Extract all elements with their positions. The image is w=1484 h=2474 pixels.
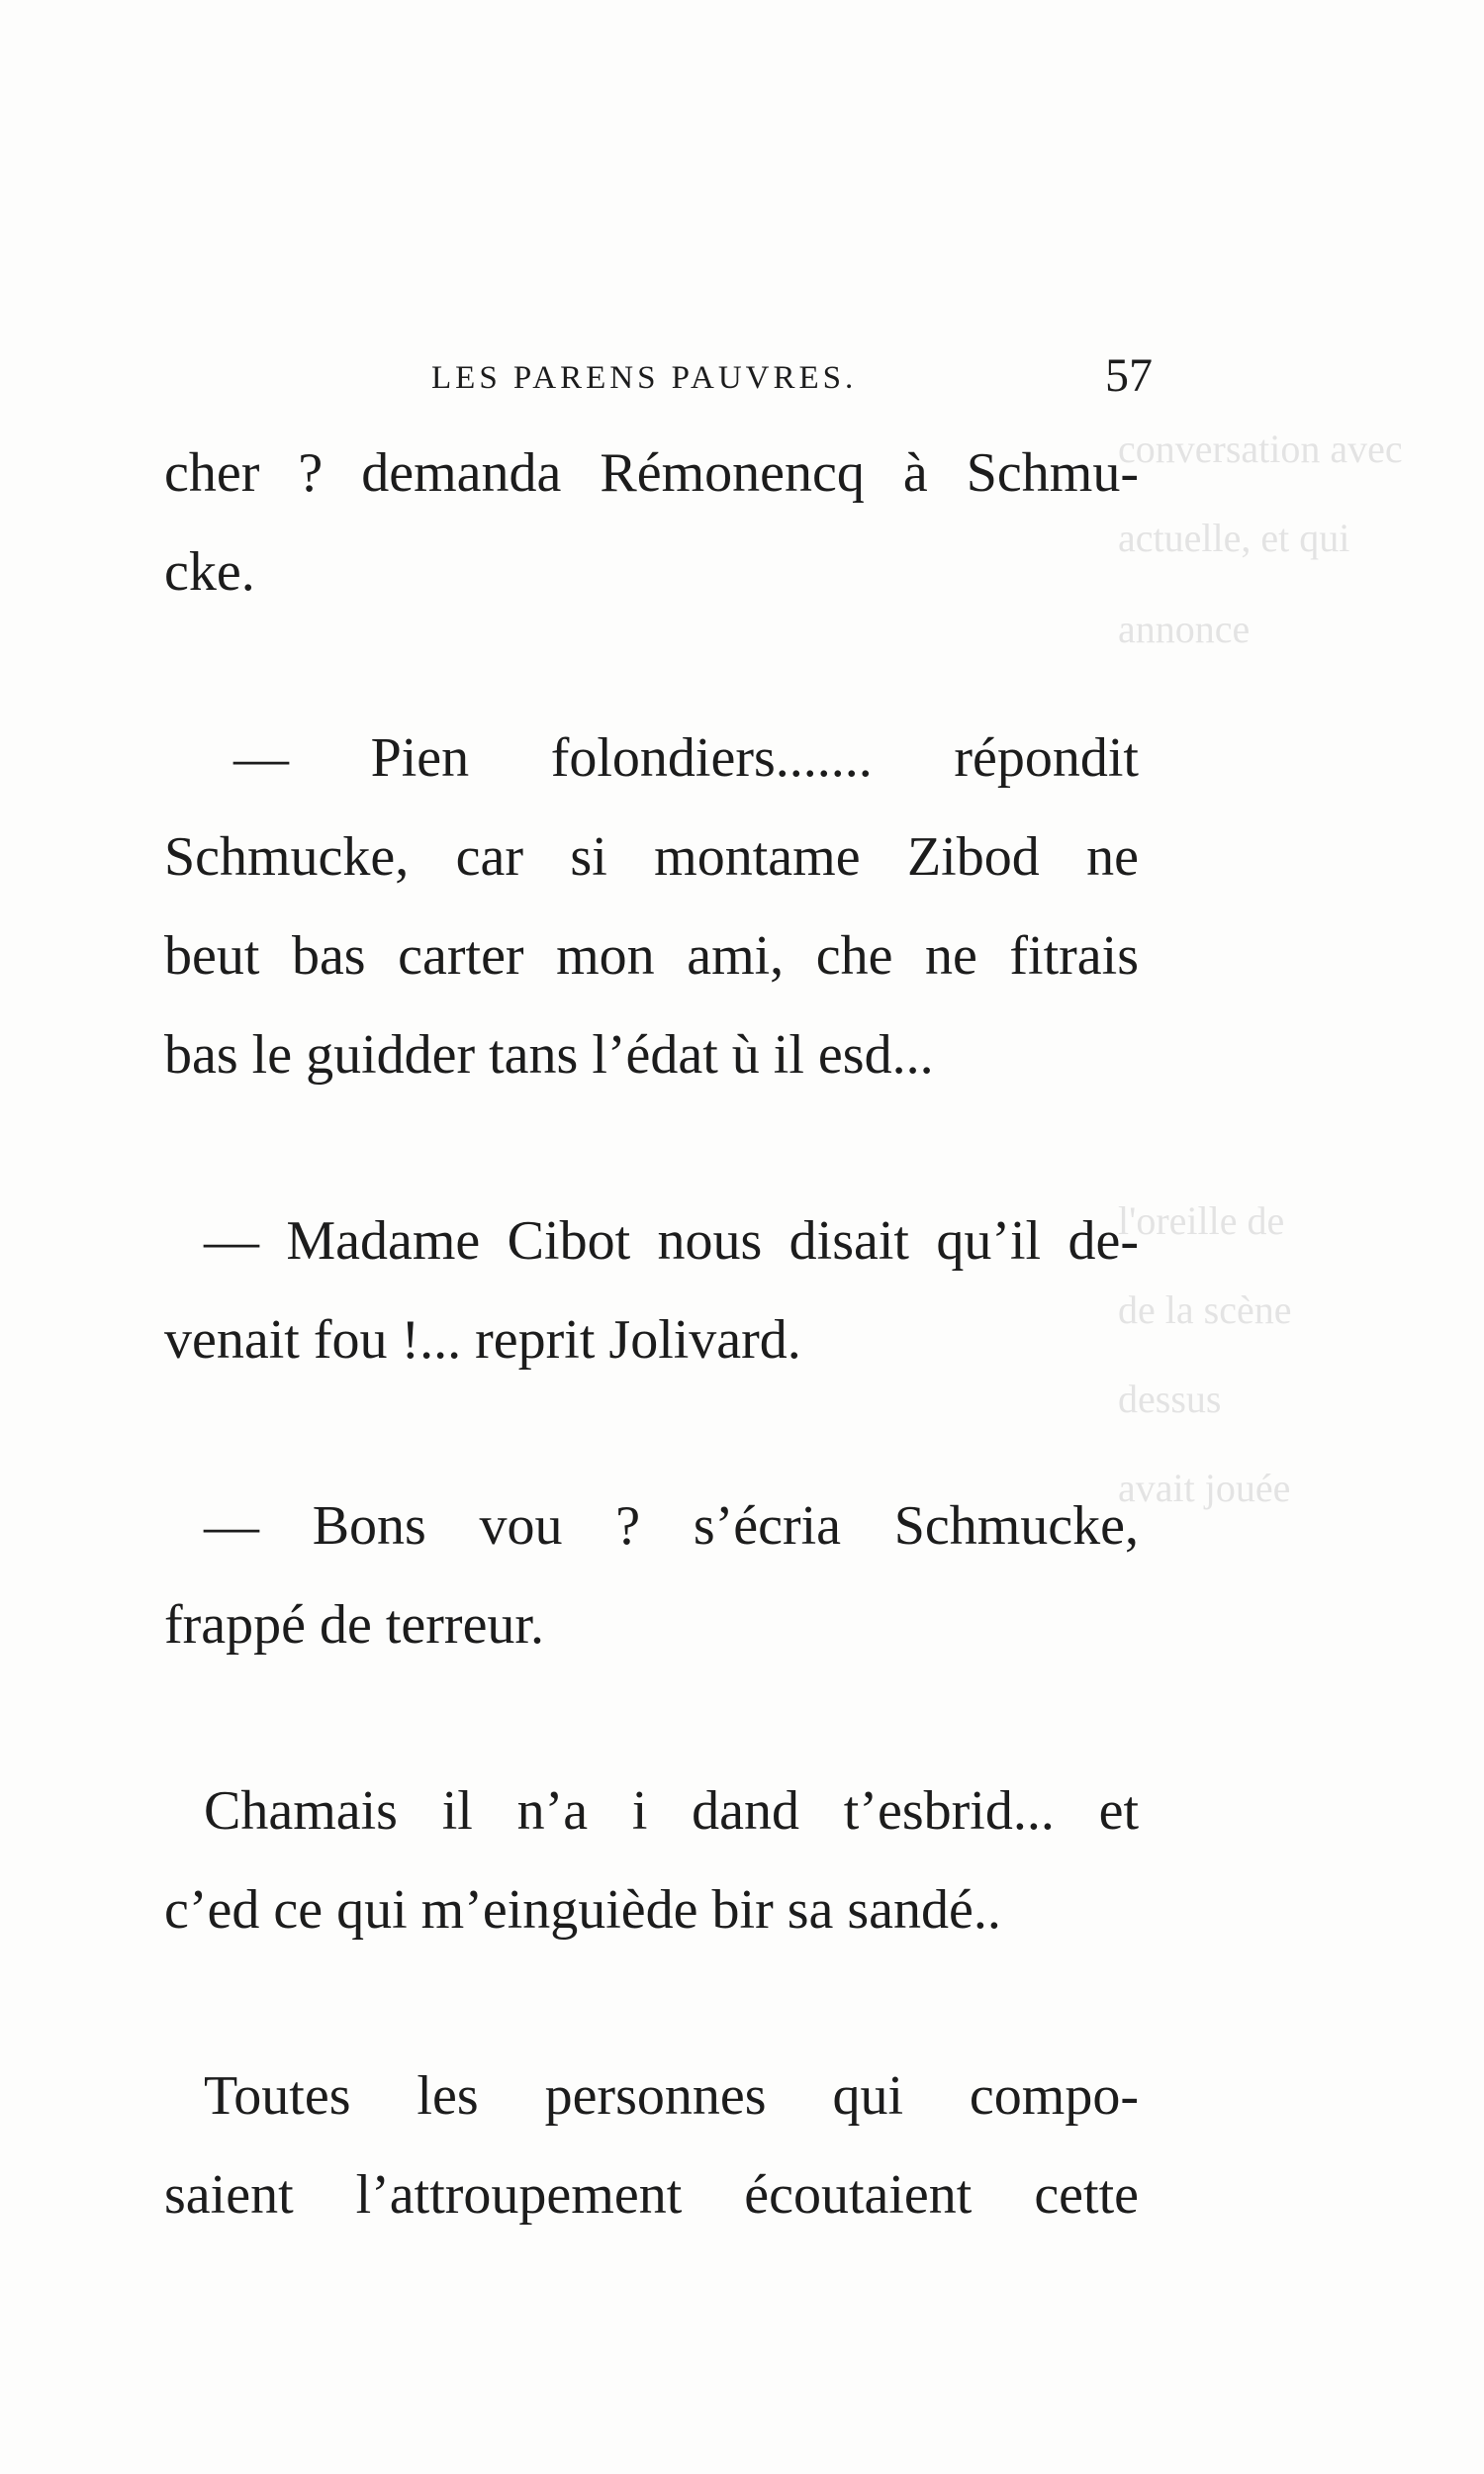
text-line: venait fou !... reprit Jolivard.: [164, 1309, 801, 1371]
bleed-through-text: conversation avec: [1118, 427, 1403, 471]
running-title: LES PARENS PAUVRES.: [431, 360, 858, 396]
bleed-through-text: avait jouée: [1118, 1466, 1291, 1510]
bleed-through-text: dessus: [1118, 1377, 1222, 1421]
paragraph: [164, 424, 1139, 621]
paragraph: [164, 1191, 1139, 1389]
text-line: c’ed ce qui m’einguiède bir sa sandé..: [164, 1879, 1001, 1941]
body-text: [164, 424, 1139, 2244]
text-line: saient l’attroupement écoutaient cette: [164, 2164, 1139, 2226]
text-line: cher ? demanda Rémonencq à Schmu-: [164, 442, 1139, 504]
bleed-through-text: actuelle, et qui: [1118, 516, 1350, 560]
bleed-through-text: annonce: [1118, 607, 1251, 651]
text-line: — Pien folondiers....... répondit: [233, 727, 1139, 789]
paragraph: [164, 709, 1139, 1104]
text-line: bas le guidder tans l’édat ù il esd...: [164, 1024, 934, 1086]
paragraph: [164, 2046, 1139, 2244]
page-number: 57: [1105, 349, 1153, 402]
text-line: beut bas carter mon ami, che ne fitrais: [164, 925, 1139, 987]
paragraph: [164, 1761, 1139, 1959]
text-line: Toutes les personnes qui compo-: [204, 2065, 1139, 2127]
text-line: Schmucke, car si montame Zibod ne: [164, 826, 1139, 888]
text-line: — Madame Cibot nous disait qu’il de-: [204, 1210, 1139, 1272]
bleed-through-text: de la scène: [1118, 1287, 1292, 1332]
text-line: frappé de terreur.: [164, 1594, 544, 1656]
text-line: Chamais il n’a i dand t’esbrid... et: [204, 1780, 1139, 1842]
page-header: [158, 348, 1153, 408]
bleed-through-text: l'oreille de: [1118, 1198, 1285, 1243]
paragraph: [164, 1476, 1139, 1674]
text-line: — Bons vou ? s’écria Schmucke,: [204, 1495, 1139, 1557]
text-line: cke.: [164, 541, 255, 603]
